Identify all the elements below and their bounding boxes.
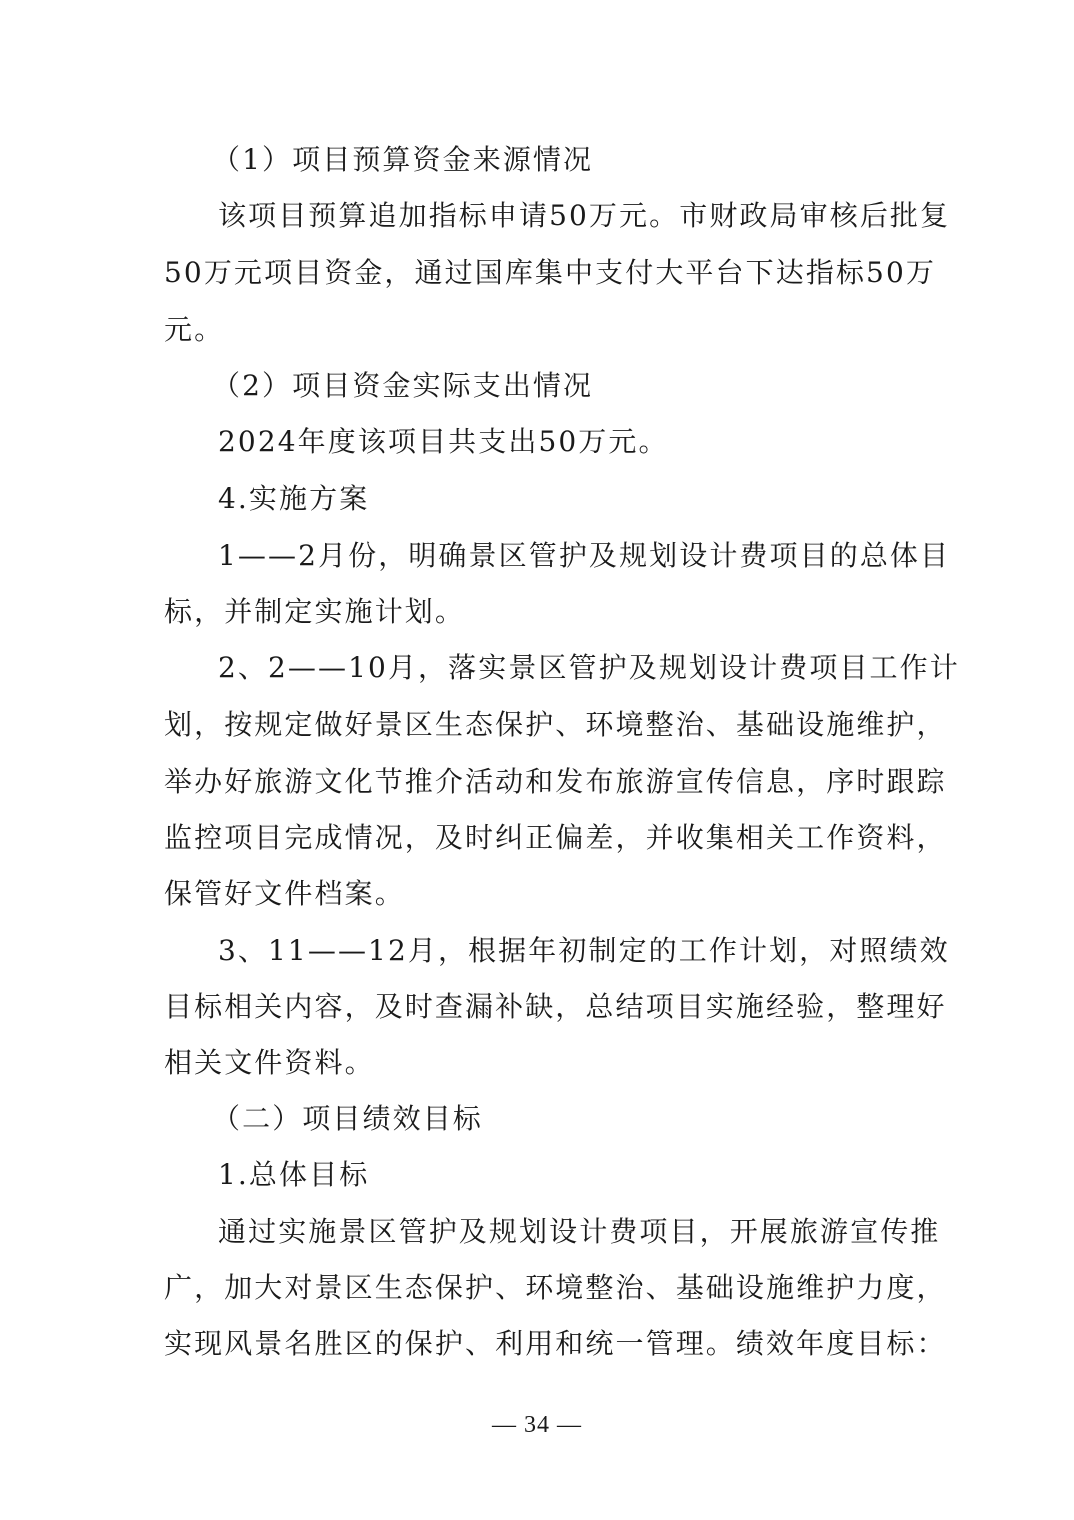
paragraph-line: 监控项目完成情况，及时纠正偏差，并收集相关工作资料，	[164, 821, 947, 854]
paragraph-line: 目标相关内容，及时查漏补缺，总结项目实施经验，整理好	[164, 990, 947, 1023]
paragraph-line: 划，按规定做好景区生态保护、环境整治、基础设施维护，	[164, 708, 947, 741]
paragraph-line: 标，并制定实施计划。	[164, 595, 466, 628]
paragraph-line: 举办好旅游文化节推介活动和发布旅游宣传信息，序时跟踪	[164, 765, 947, 798]
subheading-overall-goal: 1.总体目标	[218, 1158, 370, 1191]
subheading-budget-source: （1）项目预算资金来源情况	[212, 143, 594, 176]
page-number: — 34 —	[492, 1412, 582, 1438]
paragraph-line: 该项目预算追加指标申请50万元。市财政局审核后批复	[218, 199, 951, 232]
paragraph-line: 1——2月份，明确景区管护及规划设计费项目的总体目	[218, 539, 951, 572]
paragraph-line: 2024年度该项目共支出50万元。	[218, 425, 669, 458]
paragraph-line: 元。	[164, 313, 225, 346]
paragraph-line: 实现风景名胜区的保护、利用和统一管理。绩效年度目标：	[164, 1327, 947, 1360]
paragraph-line: 保管好文件档案。	[164, 877, 405, 910]
section-heading-performance-goals: （二）项目绩效目标	[212, 1102, 483, 1135]
paragraph-line: 2、2——10月，落实景区管护及规划设计费项目工作计	[218, 651, 960, 684]
subheading-actual-spending: （2）项目资金实际支出情况	[212, 369, 594, 402]
section-heading-implementation-plan: 4.实施方案	[218, 482, 370, 515]
paragraph-line: 3、11——12月，根据年初制定的工作计划，对照绩效	[218, 934, 950, 967]
paragraph-line: 50万元项目资金，通过国库集中支付大平台下达指标50万	[164, 256, 936, 289]
paragraph-line: 广，加大对景区生态保护、环境整治、基础设施维护力度，	[164, 1271, 947, 1304]
paragraph-line: 通过实施景区管护及规划设计费项目，开展旅游宣传推	[218, 1215, 941, 1248]
paragraph-line: 相关文件资料。	[164, 1046, 375, 1079]
